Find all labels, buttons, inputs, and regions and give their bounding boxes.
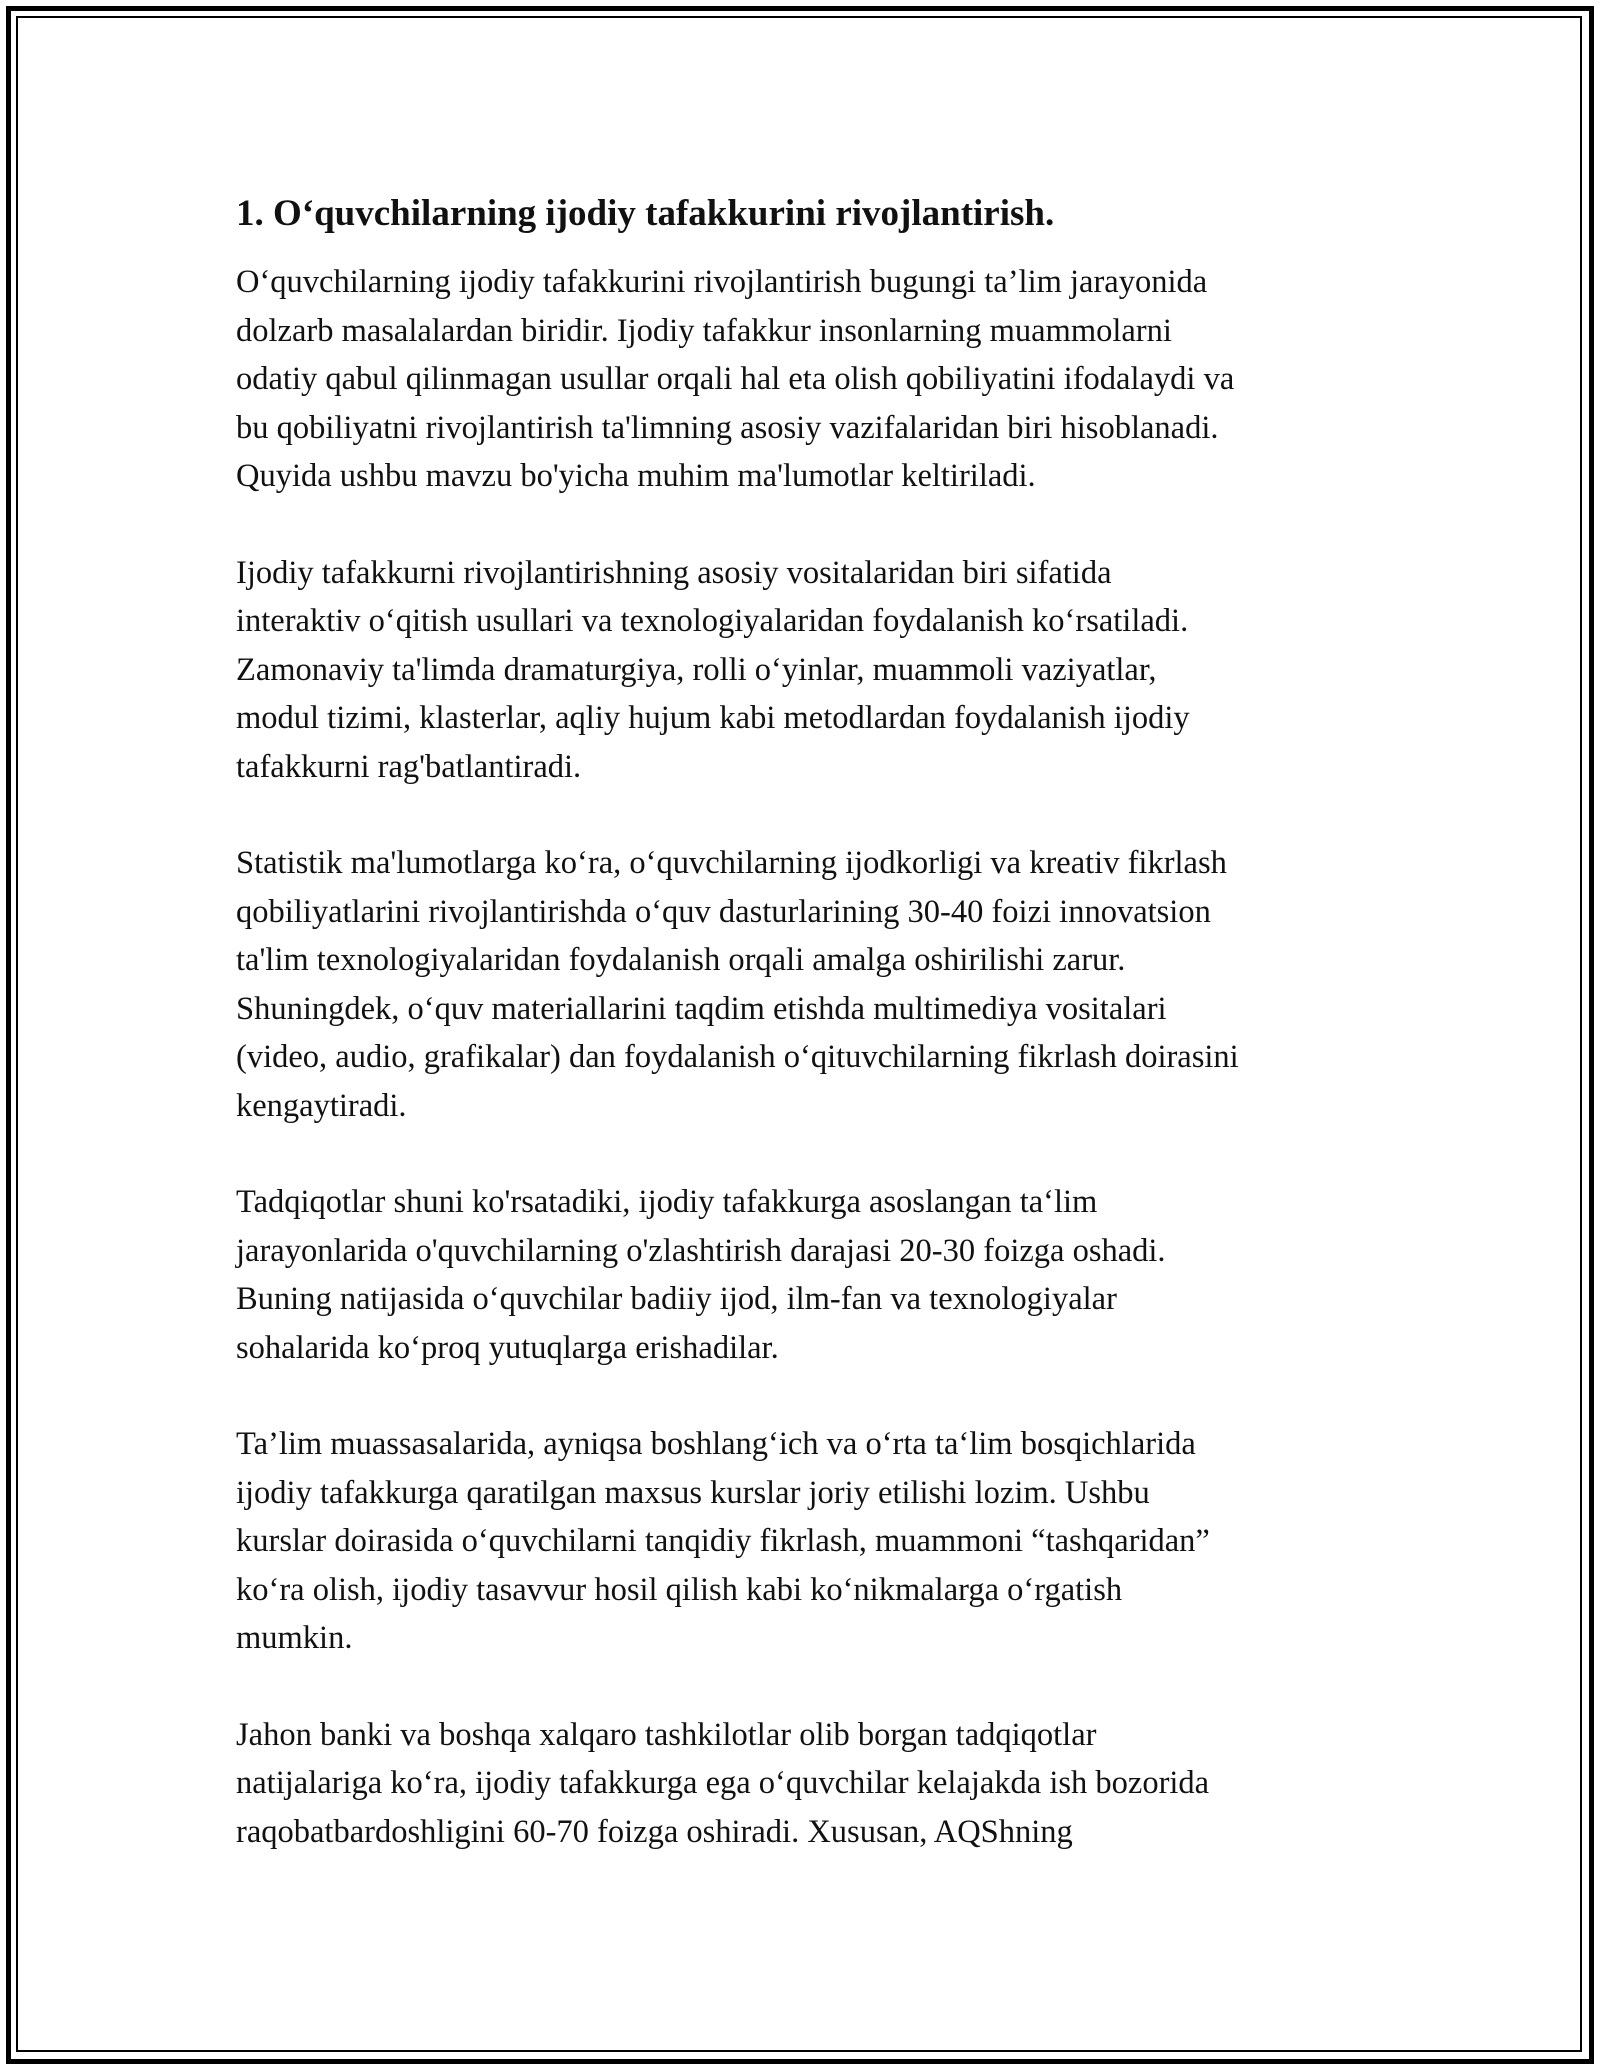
paragraph-5: [236, 1420, 1386, 1663]
paragraph-3: [236, 839, 1386, 1130]
paragraph-line: raqobatbardoshligini 60-70 foizga oshiradi. Xususan, AQShning: [236, 1813, 1073, 1850]
paragraph-line: ko‘ra olish, ijodiy tasavvur hosil qilish kabi ko‘nikmalarga o‘rgatish: [236, 1571, 1123, 1608]
section-heading: 1. O‘quvchilarning ijodiy tafakkurini rivojlantirish.: [236, 193, 1055, 234]
paragraph-line: Ijodiy tafakkurni rivojlantirishning asosiy vositalaridan biri sifatida: [236, 554, 1112, 591]
paragraph-line: odatiy qabul qilinmagan usullar orqali hal eta olish qobiliyatini ifodalaydi va: [236, 361, 1235, 397]
paragraph-line: bu qobiliyatni rivojlantirish ta'limning asosiy vazifalaridan biri hisoblanadi.: [236, 409, 1219, 446]
paragraph-line: ta'lim texnologiyalaridan foydalanish orqali amalga oshirilishi zarur.: [236, 942, 1126, 978]
paragraph-line: qobiliyatlarini rivojlantirishda o‘quv dasturlarining 30-40 foizi innovatsion: [236, 893, 1211, 930]
paragraph-line: Zamonaviy ta'limda dramaturgiya, rolli o‘yinlar, muammoli vaziyatlar,: [236, 651, 1157, 688]
paragraph-line: Quyida ushbu mavzu bo'yicha muhim ma'lumotlar keltiriladi.: [236, 458, 1036, 494]
paragraph-line: kurslar doirasida o‘quvchilarni tanqidiy fikrlash, muammoni “tashqaridan”: [236, 1523, 1210, 1559]
paragraph-4: [236, 1178, 1386, 1372]
paragraph-6: [236, 1711, 1386, 1857]
paragraph-line: Ta’lim muassasalarida, ayniqsa boshlang‘ich va o‘rta ta‘lim bosqichlarida: [236, 1426, 1196, 1462]
paragraph-line: Buning natijasida o‘quvchilar badiiy ijod, ilm-fan va texnologiyalar: [236, 1281, 1117, 1317]
paragraph-line: modul tizimi, klasterlar, aqliy hujum kabi metodlardan foydalanish ijodiy: [236, 700, 1190, 736]
paragraph-line: Jahon banki va boshqa xalqaro tashkilotlar olib borgan tadqiqotlar: [236, 1716, 1097, 1753]
paragraph-line: (video, audio, grafikalar) dan foydalanish o‘qituvchilarning fikrlash doirasini: [236, 1039, 1239, 1075]
paragraph-1: [236, 258, 1386, 501]
paragraph-line: interaktiv o‘qitish usullari va texnologiyalaridan foydalanish ko‘rsatiladi.: [236, 603, 1189, 639]
paragraph-line: Tadqiqotlar shuni ko'rsatadiki, ijodiy tafakkurga asoslangan ta‘lim: [236, 1184, 1098, 1220]
paragraph-line: kengaytiradi.: [236, 1087, 407, 1124]
paragraph-line: Statistik ma'lumotlarga ko‘ra, o‘quvchilarning ijodkorligi va kreativ fikrlash: [236, 845, 1227, 881]
paragraph-line: Shuningdek, o‘quv materiallarini taqdim etishda multimediya vositalari: [236, 990, 1167, 1027]
paragraph-line: dolzarb masalalardan biridir. Ijodiy tafakkur insonlarning muammolarni: [236, 312, 1172, 349]
paragraph-line: mumkin.: [236, 1620, 353, 1656]
paragraph-line: ijodiy tafakkurga qaratilgan maxsus kurslar joriy etilishi lozim. Ushbu: [236, 1474, 1150, 1511]
document-body: [236, 190, 1386, 1904]
paragraph-line: sohalarida ko‘proq yutuqlarga erishadilar.: [236, 1329, 779, 1366]
paragraph-line: jarayonlarida o'quvchilarning o'zlashtirish darajasi 20-30 foizga oshadi.: [236, 1232, 1166, 1269]
paragraph-line: natijalariga ko‘ra, ijodiy tafakkurga ega o‘quvchilar kelajakda ish bozorida: [236, 1765, 1210, 1801]
paragraph-line: O‘quvchilarning ijodiy tafakkurini rivojlantirish bugungi ta’lim jarayonida: [236, 264, 1208, 300]
paragraph-line: tafakkurni rag'batlantiradi.: [236, 748, 582, 785]
paragraph-2: [236, 549, 1386, 792]
